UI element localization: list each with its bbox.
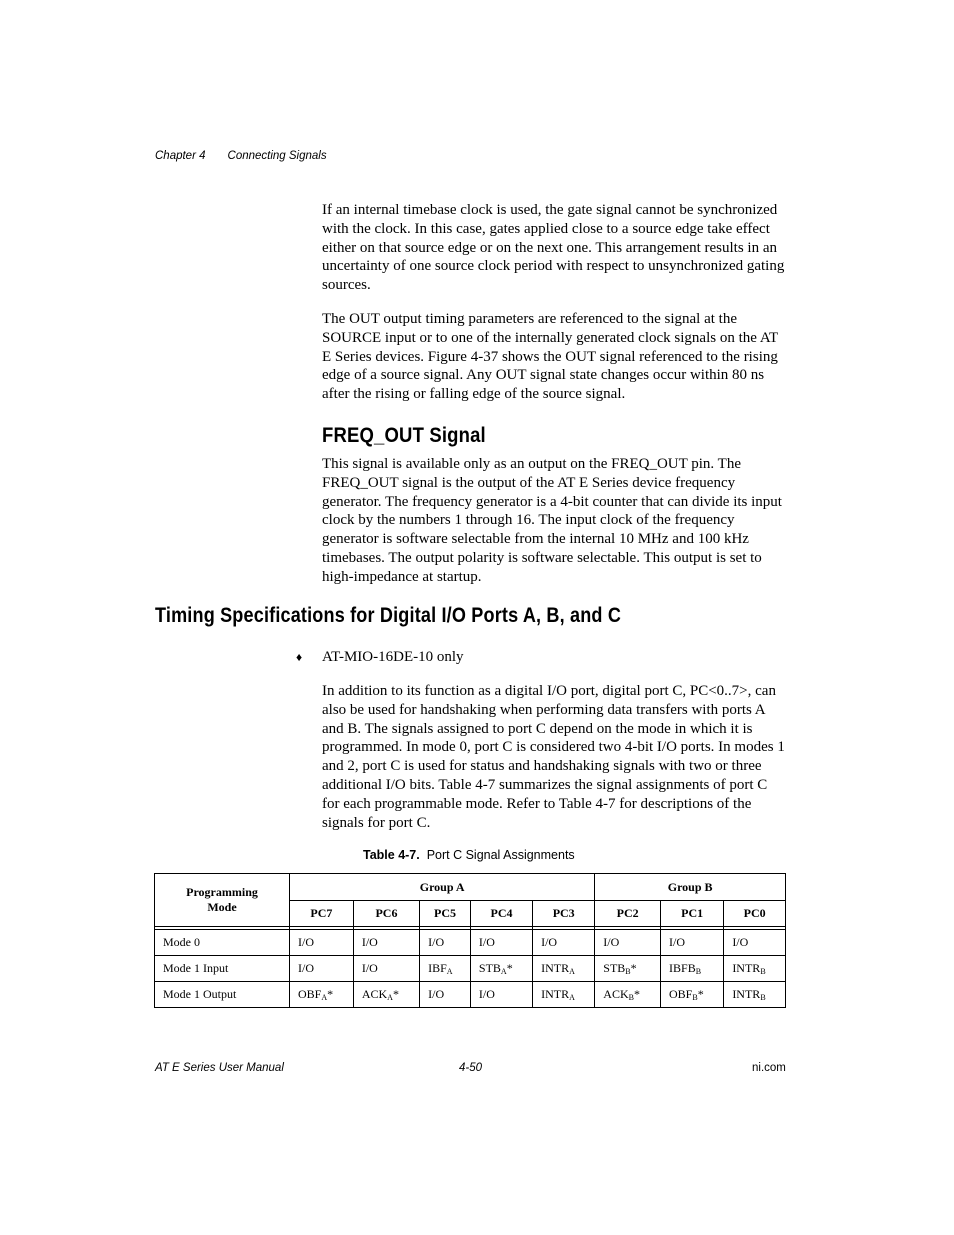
programming-mode-header: Programming Mode <box>155 874 290 927</box>
group-b-header: Group B <box>595 874 786 901</box>
signal-cell: I/O <box>290 956 354 982</box>
paragraph-internal-timebase: If an internal timebase clock is used, the gate signal cannot be synchronized with the clock. In this case, gates applied close to a source edge take effect either on that source edge or on the next one. This arrangement results in an uncertainty of one source clock period with respect to unsynchronized gating sources. <box>322 202 785 294</box>
signal-cell: $INTR_A$ <box>533 956 595 982</box>
column-header: PC2 <box>595 901 661 927</box>
signal-cell: $STB_A*$ <box>470 956 532 982</box>
signal-cell: I/O <box>420 930 471 956</box>
signal-cell: I/O <box>353 956 419 982</box>
table-caption-label: Table 4-7. <box>363 848 420 862</box>
port-c-signal-table <box>154 873 786 1008</box>
signal-cell: I/O <box>353 930 419 956</box>
chapter-title: Connecting Signals <box>227 150 327 162</box>
table-row <box>155 982 786 1008</box>
footer-manual-title: AT E Series User Manual <box>155 1062 284 1074</box>
signal-cell: I/O <box>470 982 532 1008</box>
mode-cell: Mode 1 Output <box>155 982 290 1008</box>
signal-cell: I/O <box>420 982 471 1008</box>
signal-cell: I/O <box>470 930 532 956</box>
signal-cell: $INTR_A$ <box>533 982 595 1008</box>
signal-cell: $IBFB_B$ <box>661 956 724 982</box>
footer-website: ni.com <box>752 1062 786 1074</box>
column-header: PC5 <box>420 901 471 927</box>
paragraph-freq-out: This signal is available only as an output on the FREQ_OUT pin. The FREQ_OUT signal is the output of the AT E Series device frequency generator. The frequency generator is a 4-bit counter that can divide its input clock by the numbers 1 through 16. The input clock of the frequency generator is software selectable from the internal 10 MHz and 100 kHz timebases. The output polarity is software selectable. This output is set to high-impedance at startup. <box>322 456 782 585</box>
signal-cell: I/O <box>724 930 786 956</box>
signal-cell: $STB_B*$ <box>595 956 661 982</box>
column-header: PC1 <box>661 901 724 927</box>
bullet-text: AT-MIO-16DE-10 only <box>322 649 464 665</box>
signal-cell: I/O <box>661 930 724 956</box>
group-a-header: Group A <box>290 874 595 901</box>
signal-cell: $IBF_A$ <box>420 956 471 982</box>
paragraph-port-c: In addition to its function as a digital I/O port, digital port C, PC<0..7>, can also be used for handshaking when performing data transfers with ports A and B. The signals assigned to port C depend on the mode in which it is programmed. In mode 0, port C is considered two 4-bit I/O ports. In modes 1 and 2, port C is used for status and handshaking signals with two or three additional I/O bits. Table 4-7 summarizes the signal assignments of port C for each programmable mode. Refer to Table 4-7 for descriptions of the signals for port C. <box>322 683 785 831</box>
running-header <box>155 150 327 162</box>
signal-cell: I/O <box>595 930 661 956</box>
signal-cell: $OBF_A*$ <box>290 982 354 1008</box>
signal-cell: $ACK_A*$ <box>353 982 419 1008</box>
chapter-number: Chapter 4 <box>155 150 206 162</box>
footer-page-number: 4-50 <box>459 1062 483 1074</box>
signal-cell: $INTR_B$ <box>724 956 786 982</box>
signal-cell: I/O <box>290 930 354 956</box>
signal-cell: I/O <box>533 930 595 956</box>
signal-cell: $OBF_B*$ <box>661 982 724 1008</box>
signal-cell: $ACK_B*$ <box>595 982 661 1008</box>
paragraph-out-timing: The OUT output timing parameters are referenced to the signal at the SOURCE input or to one of the internally generated clock signals on the AT E Series devices. Figure 4-37 shows the OUT signal referenced to the rising edge of a source signal. Any OUT signal state changes occur within 80 ns after the rising or falling edge of the source signal. <box>322 311 778 403</box>
column-header: PC0 <box>724 901 786 927</box>
diamond-bullet-icon: ♦ <box>296 650 303 664</box>
table-row <box>155 930 786 956</box>
column-header: PC4 <box>470 901 532 927</box>
mode-cell: Mode 1 Input <box>155 956 290 982</box>
column-header: PC3 <box>533 901 595 927</box>
table-caption <box>363 848 575 862</box>
mode-cell: Mode 0 <box>155 930 290 956</box>
table-caption-text: Port C Signal Assignments <box>426 848 575 862</box>
table-row <box>155 956 786 982</box>
column-header: PC7 <box>290 901 354 927</box>
bullet-item <box>296 648 464 667</box>
column-header: PC6 <box>353 901 419 927</box>
heading-freq-out: FREQ_OUT Signal <box>322 424 486 447</box>
heading-timing-specs: Timing Specifications for Digital I/O Ports A, B, and C <box>155 604 622 627</box>
signal-cell: $INTR_B$ <box>724 982 786 1008</box>
